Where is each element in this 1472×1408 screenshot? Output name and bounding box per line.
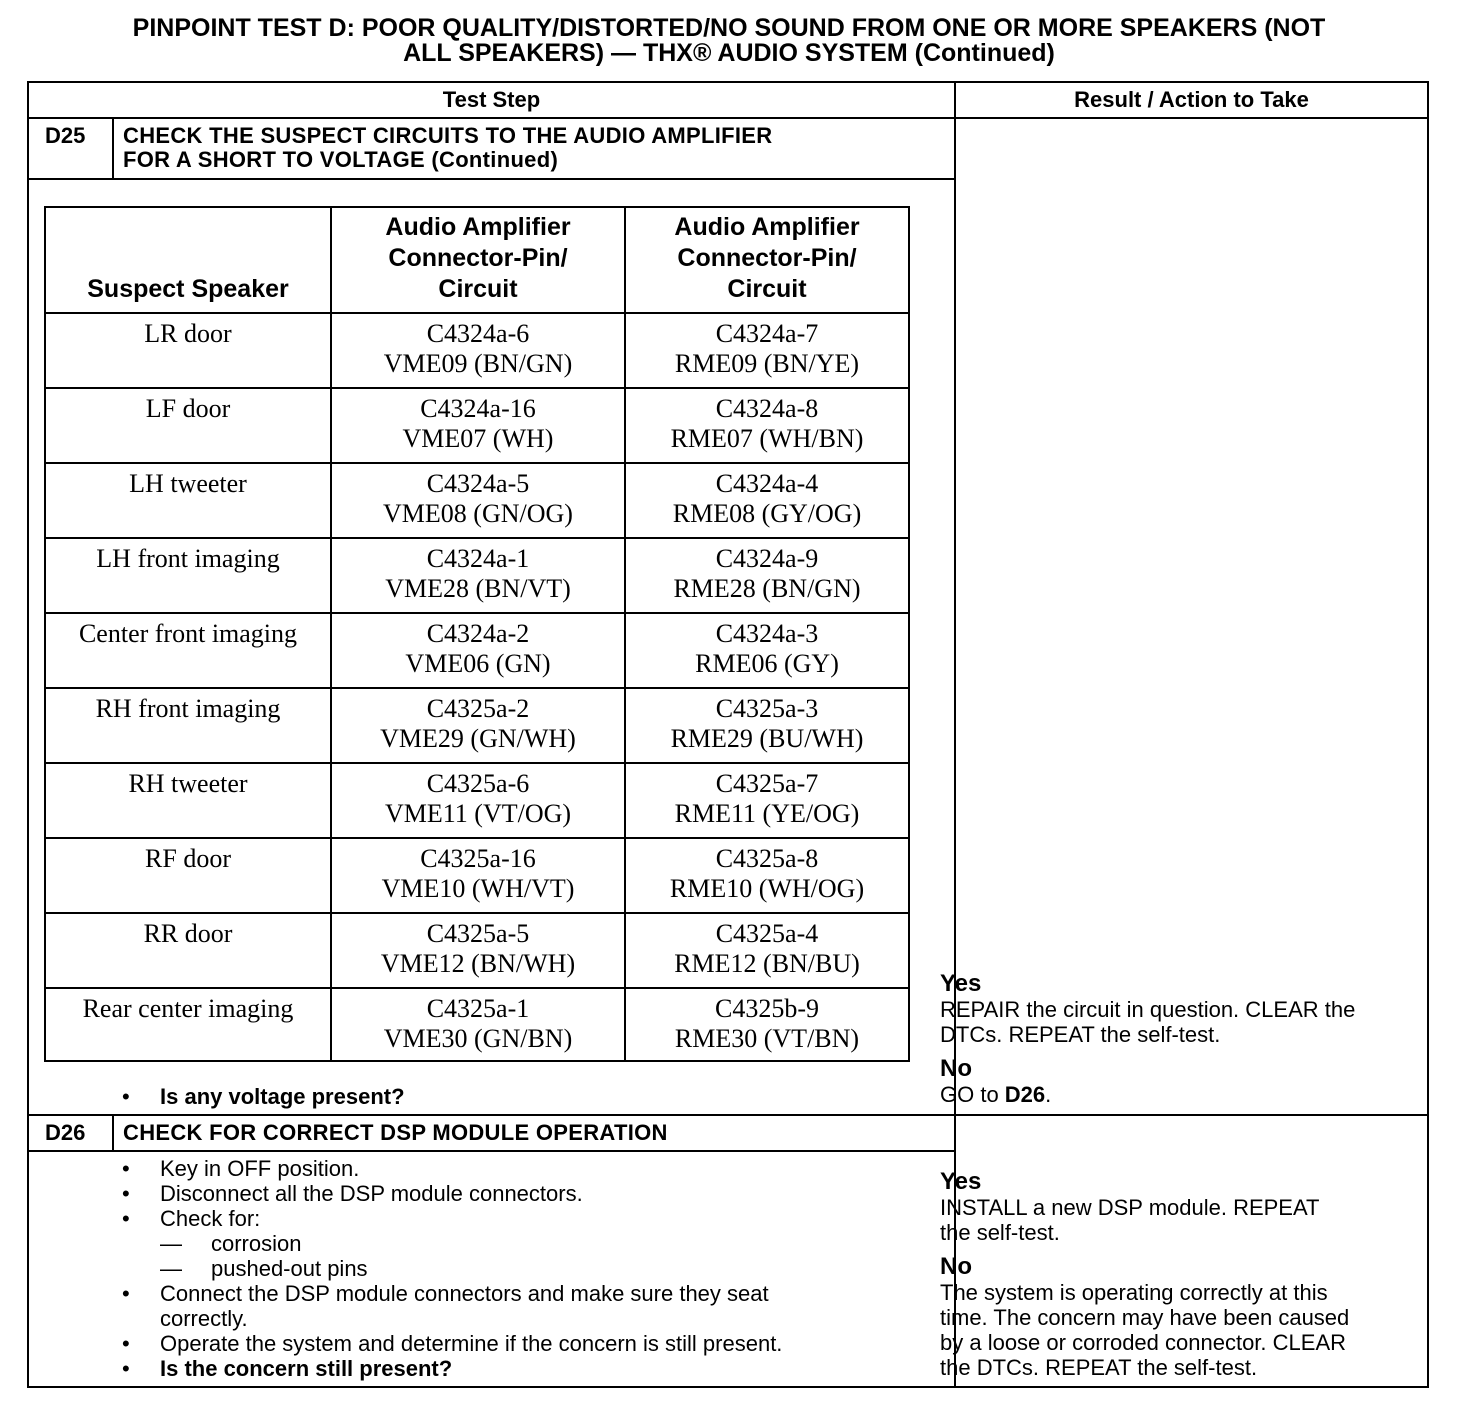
yes-text-line1: REPAIR the circuit in question. CLEAR the (940, 997, 1356, 1022)
header-divider (29, 117, 1427, 119)
header-line: Audio Amplifier (385, 213, 571, 241)
step-id-d26: D26 (45, 1120, 86, 1145)
table-cell: VME10 (WH/VT) (381, 874, 575, 903)
table-row-divider (46, 987, 908, 989)
bullet-icon: • (122, 1084, 130, 1109)
dash-icon: — (160, 1256, 182, 1281)
table-cell: LF door (145, 394, 231, 423)
no-label: No (940, 1253, 972, 1280)
step-id-divider (112, 1116, 114, 1151)
table-row-divider (46, 537, 908, 539)
table-cell: RME12 (BN/BU) (674, 949, 860, 978)
table-cell: C4324a-16 (420, 394, 536, 423)
table-cell: RH front imaging (95, 694, 281, 723)
table-cell: RME11 (YE/OG) (674, 799, 860, 828)
table-cell: C4324a-3 (715, 619, 819, 648)
no-text-line4: the DTCs. REPEAT the self-test. (940, 1355, 1258, 1380)
step-header-divider (29, 1150, 954, 1152)
table-cell: C4325a-7 (715, 769, 819, 798)
table-cell: RME10 (WH/OG) (669, 874, 865, 903)
step-title-d25-line1: CHECK THE SUSPECT CIRCUITS TO THE AUDIO AMPLIFIER (123, 123, 773, 148)
table-cell: C4325a-8 (715, 844, 819, 873)
header-result: Result / Action to Take (1074, 87, 1309, 112)
table-cell: C4324a-4 (715, 469, 819, 498)
table-cell: RME06 (GY) (695, 649, 839, 678)
table-cell: C4325a-2 (426, 694, 530, 723)
header-test-step: Test Step (442, 87, 541, 112)
table-cell: C4325a-16 (420, 844, 536, 873)
header-line: Circuit (727, 275, 807, 303)
no-text-line2: time. The concern may have been caused (940, 1305, 1350, 1330)
table-cell: C4325a-6 (426, 769, 530, 798)
title-line-2: ALL SPEAKERS) — THX® AUDIO SYSTEM (Continued) (403, 39, 1055, 67)
yes-text-line1: INSTALL a new DSP module. REPEAT (940, 1195, 1320, 1220)
table-cell: RME29 (BU/WH) (670, 724, 864, 753)
header-line: Connector-Pin/ (677, 244, 857, 272)
header-line: Audio Amplifier (674, 213, 860, 241)
yes-text-line2: DTCs. REPEAT the self-test. (940, 1022, 1221, 1047)
table-cell: VME08 (GN/OG) (383, 499, 573, 528)
table-cell: RH tweeter (128, 769, 248, 798)
bullet-text: Operate the system and determine if the concern is still present. (160, 1331, 783, 1356)
table-header-connector-1 (332, 212, 624, 305)
table-cell: VME06 (GN) (405, 649, 551, 678)
d25-result (940, 970, 1430, 1107)
table-cell: RF door (145, 844, 231, 873)
table-cell: C4325a-3 (715, 694, 819, 723)
bullet-icon: • (122, 1181, 130, 1206)
dash-icon: — (160, 1231, 182, 1256)
table-cell: VME28 (BN/VT) (385, 574, 571, 603)
speaker-circuit-table (44, 206, 910, 1062)
table-cell: VME07 (WH) (402, 424, 554, 453)
table-cell: C4325a-1 (426, 994, 530, 1023)
table-cell: C4324a-1 (426, 544, 530, 573)
table-row-divider (46, 687, 908, 689)
table-cell: RME07 (WH/BN) (670, 424, 864, 453)
bullet-icon: • (122, 1206, 130, 1231)
table-cell: VME11 (VT/OG) (384, 799, 572, 828)
bullet-text: Check for: (160, 1206, 261, 1231)
table-cell: LH front imaging (96, 544, 280, 573)
table-cell: C4324a-7 (715, 319, 819, 348)
table-cell: C4325b-9 (715, 994, 819, 1023)
table-cell: RR door (143, 919, 233, 948)
bullet-icon: • (122, 1156, 130, 1181)
table-cell: LR door (144, 319, 232, 348)
yes-label: Yes (940, 1168, 982, 1195)
no-label: No (940, 1055, 972, 1082)
table-cell: RME30 (VT/BN) (674, 1024, 860, 1053)
table-cell: VME09 (BN/GN) (383, 349, 573, 378)
table-cell: C4325a-4 (715, 919, 819, 948)
table-cell: RME28 (BN/GN) (673, 574, 861, 603)
step-id-divider (112, 119, 114, 179)
header-line: Connector-Pin/ (388, 244, 568, 272)
dash-text: pushed-out pins (211, 1256, 368, 1281)
question-text: Is any voltage present? (160, 1084, 405, 1109)
step-header-divider (29, 178, 954, 180)
table-row-divider (46, 837, 908, 839)
header-line: Circuit (438, 275, 518, 303)
no-text-post: . (1045, 1082, 1052, 1107)
title-line-1: PINPOINT TEST D: POOR QUALITY/DISTORTED/NO SOUND FROM ONE OR MORE SPEAKERS (NOT (132, 14, 1326, 42)
yes-label: Yes (940, 970, 982, 997)
yes-text-line2: the self-test. (940, 1220, 1060, 1245)
table-header-connector-2 (626, 212, 908, 305)
table-cell: RME08 (GY/OG) (672, 499, 862, 528)
dash-text: corrosion (211, 1231, 302, 1256)
table-cell: C4324a-5 (426, 469, 530, 498)
table-header-divider (46, 312, 908, 314)
bullet-text: Key in OFF position. (160, 1156, 360, 1181)
table-row-divider (46, 912, 908, 914)
table-cell: VME12 (BN/WH) (380, 949, 576, 978)
table-cell: C4325a-5 (426, 919, 530, 948)
table-cell: LH tweeter (129, 469, 247, 498)
no-text-line1: The system is operating correctly at this (940, 1280, 1328, 1305)
table-cell: VME29 (GN/WH) (380, 724, 576, 753)
d26-result (940, 1168, 1430, 1380)
bullet-text: Disconnect all the DSP module connectors. (160, 1181, 583, 1206)
table-cell: C4324a-6 (426, 319, 530, 348)
bullet-icon: • (122, 1356, 130, 1381)
step-link-d26[interactable]: D26 (1004, 1082, 1046, 1107)
table-cell: RME09 (BN/YE) (674, 349, 860, 378)
step-divider (29, 1114, 1427, 1116)
table-cell: C4324a-2 (426, 619, 530, 648)
table-row-divider (46, 387, 908, 389)
table-row-divider (46, 462, 908, 464)
no-text-pre: GO to (940, 1082, 1005, 1107)
table-row-divider (46, 612, 908, 614)
pinpoint-test-table (27, 81, 1429, 1388)
table-cell: VME30 (GN/BN) (383, 1024, 573, 1053)
step-title-d25-line2: FOR A SHORT TO VOLTAGE (Continued) (123, 147, 559, 172)
table-row-divider (46, 762, 908, 764)
no-text-line3: by a loose or corroded connector. CLEAR (940, 1330, 1347, 1355)
table-cell: Center front imaging (78, 619, 298, 648)
table-cell: C4324a-8 (715, 394, 819, 423)
bullet-icon: • (122, 1281, 130, 1306)
question-text: Is the concern still present? (160, 1356, 453, 1381)
step-id-d25: D25 (45, 123, 86, 148)
table-header-suspect-speaker: Suspect Speaker (87, 275, 289, 303)
page-title (28, 16, 1430, 66)
bullet-icon: • (122, 1331, 130, 1356)
bullet-text: Connect the DSP module connectors and make sure they seat (160, 1281, 769, 1306)
bullet-text: correctly. (160, 1306, 248, 1331)
table-cell: C4324a-9 (715, 544, 819, 573)
step-title-d26: CHECK FOR CORRECT DSP MODULE OPERATION (123, 1120, 668, 1145)
table-cell: Rear center imaging (82, 994, 294, 1023)
no-text (940, 1082, 1430, 1107)
